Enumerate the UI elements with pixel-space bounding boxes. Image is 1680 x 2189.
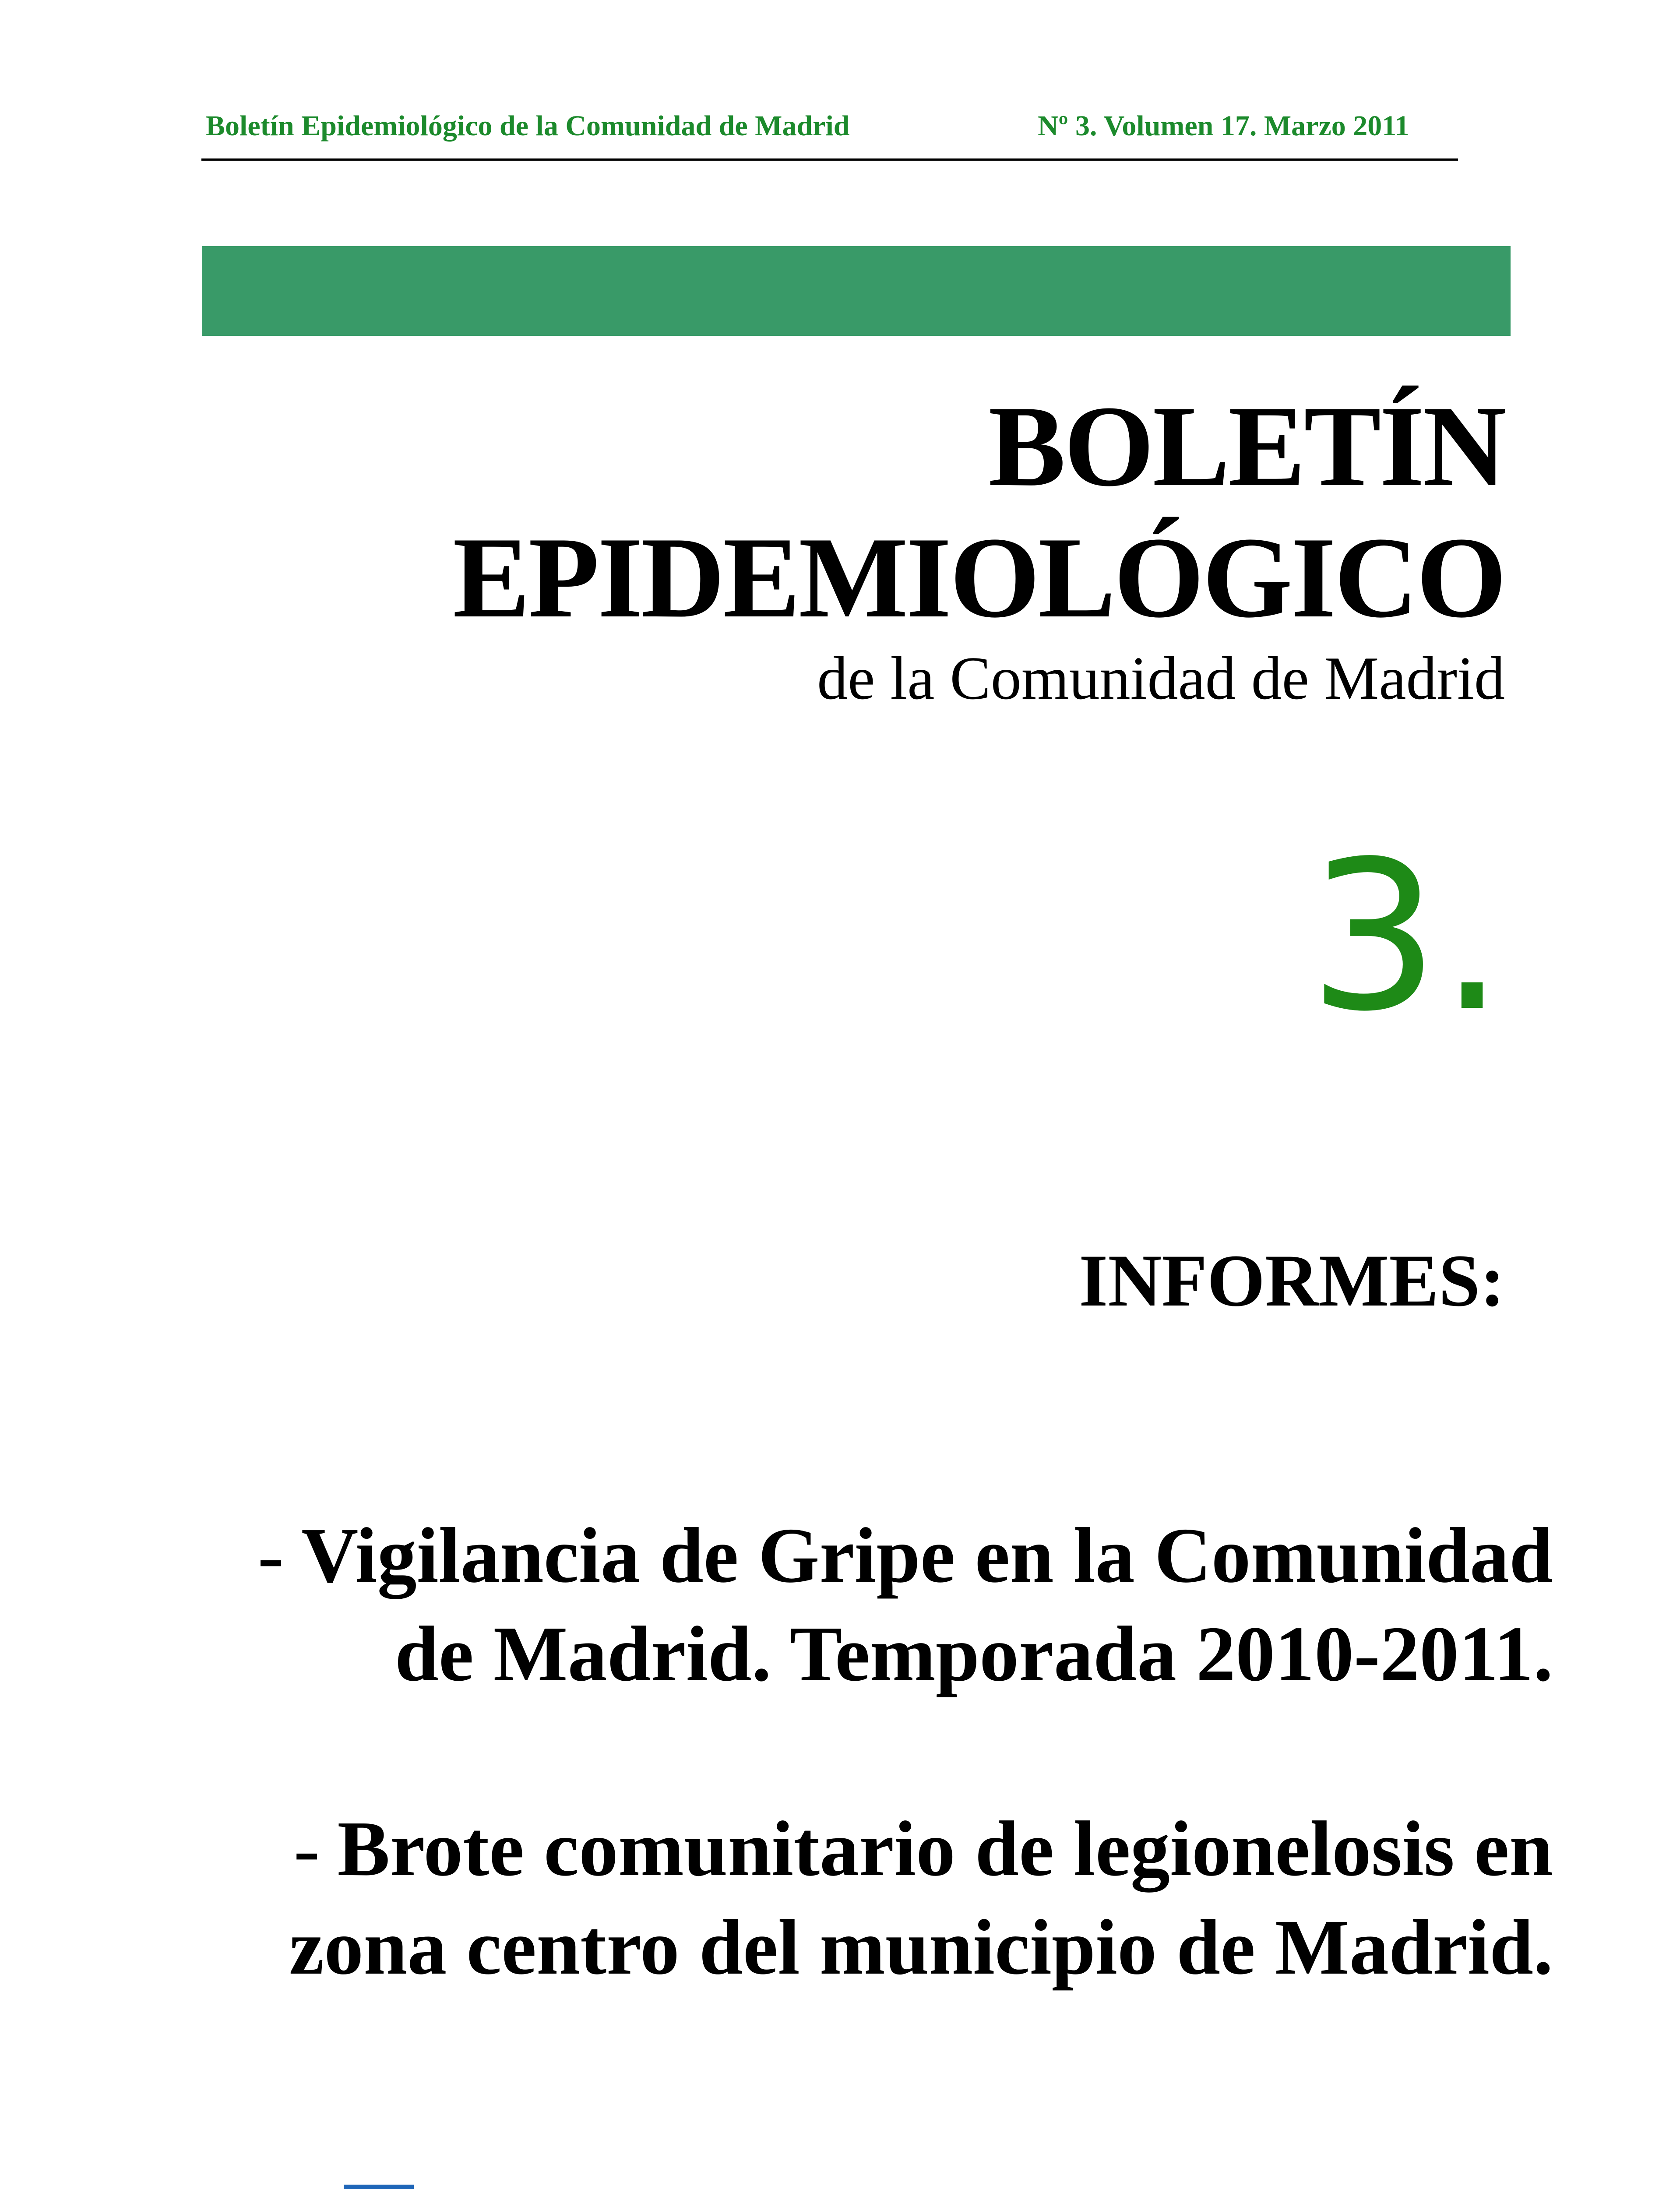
salud-madrid-emblem-icon [282, 2185, 646, 2189]
report-1-line-1 [257, 1506, 1553, 1605]
report-2 [289, 1799, 1553, 1996]
report-2-text-1: Brote comunitario de legionelosis en [337, 1805, 1553, 1892]
title-line-1: BOLETÍN [988, 382, 1505, 510]
report-1-line-2: de Madrid. Temporada 2010-2011. [394, 1610, 1553, 1697]
salud-madrid-logo [282, 2185, 646, 2189]
report-1-dash: - [257, 1512, 284, 1599]
title-block [453, 381, 1505, 714]
report-2-dash: - [293, 1805, 320, 1892]
header-title: Boletín Epidemiológico de la Comunidad de Madrid [206, 110, 850, 142]
report-1 [257, 1506, 1553, 1703]
issue-number: 3. [1308, 817, 1505, 1056]
report-2-line-2: zona centro del municipio de Madrid. [289, 1904, 1553, 1991]
report-2-line-1 [289, 1799, 1553, 1898]
title-line-2: EPIDEMIOLÓGICO [453, 514, 1505, 642]
report-1-text-1: Vigilancia de Gripe en la Comunidad [301, 1512, 1553, 1599]
title-subtitle: de la Comunidad de Madrid [817, 644, 1505, 712]
green-banner [202, 246, 1511, 336]
header-issue: Nº 3. Volumen 17. Marzo 2011 [1038, 110, 1409, 142]
section-heading: INFORMES: [1079, 1239, 1505, 1322]
